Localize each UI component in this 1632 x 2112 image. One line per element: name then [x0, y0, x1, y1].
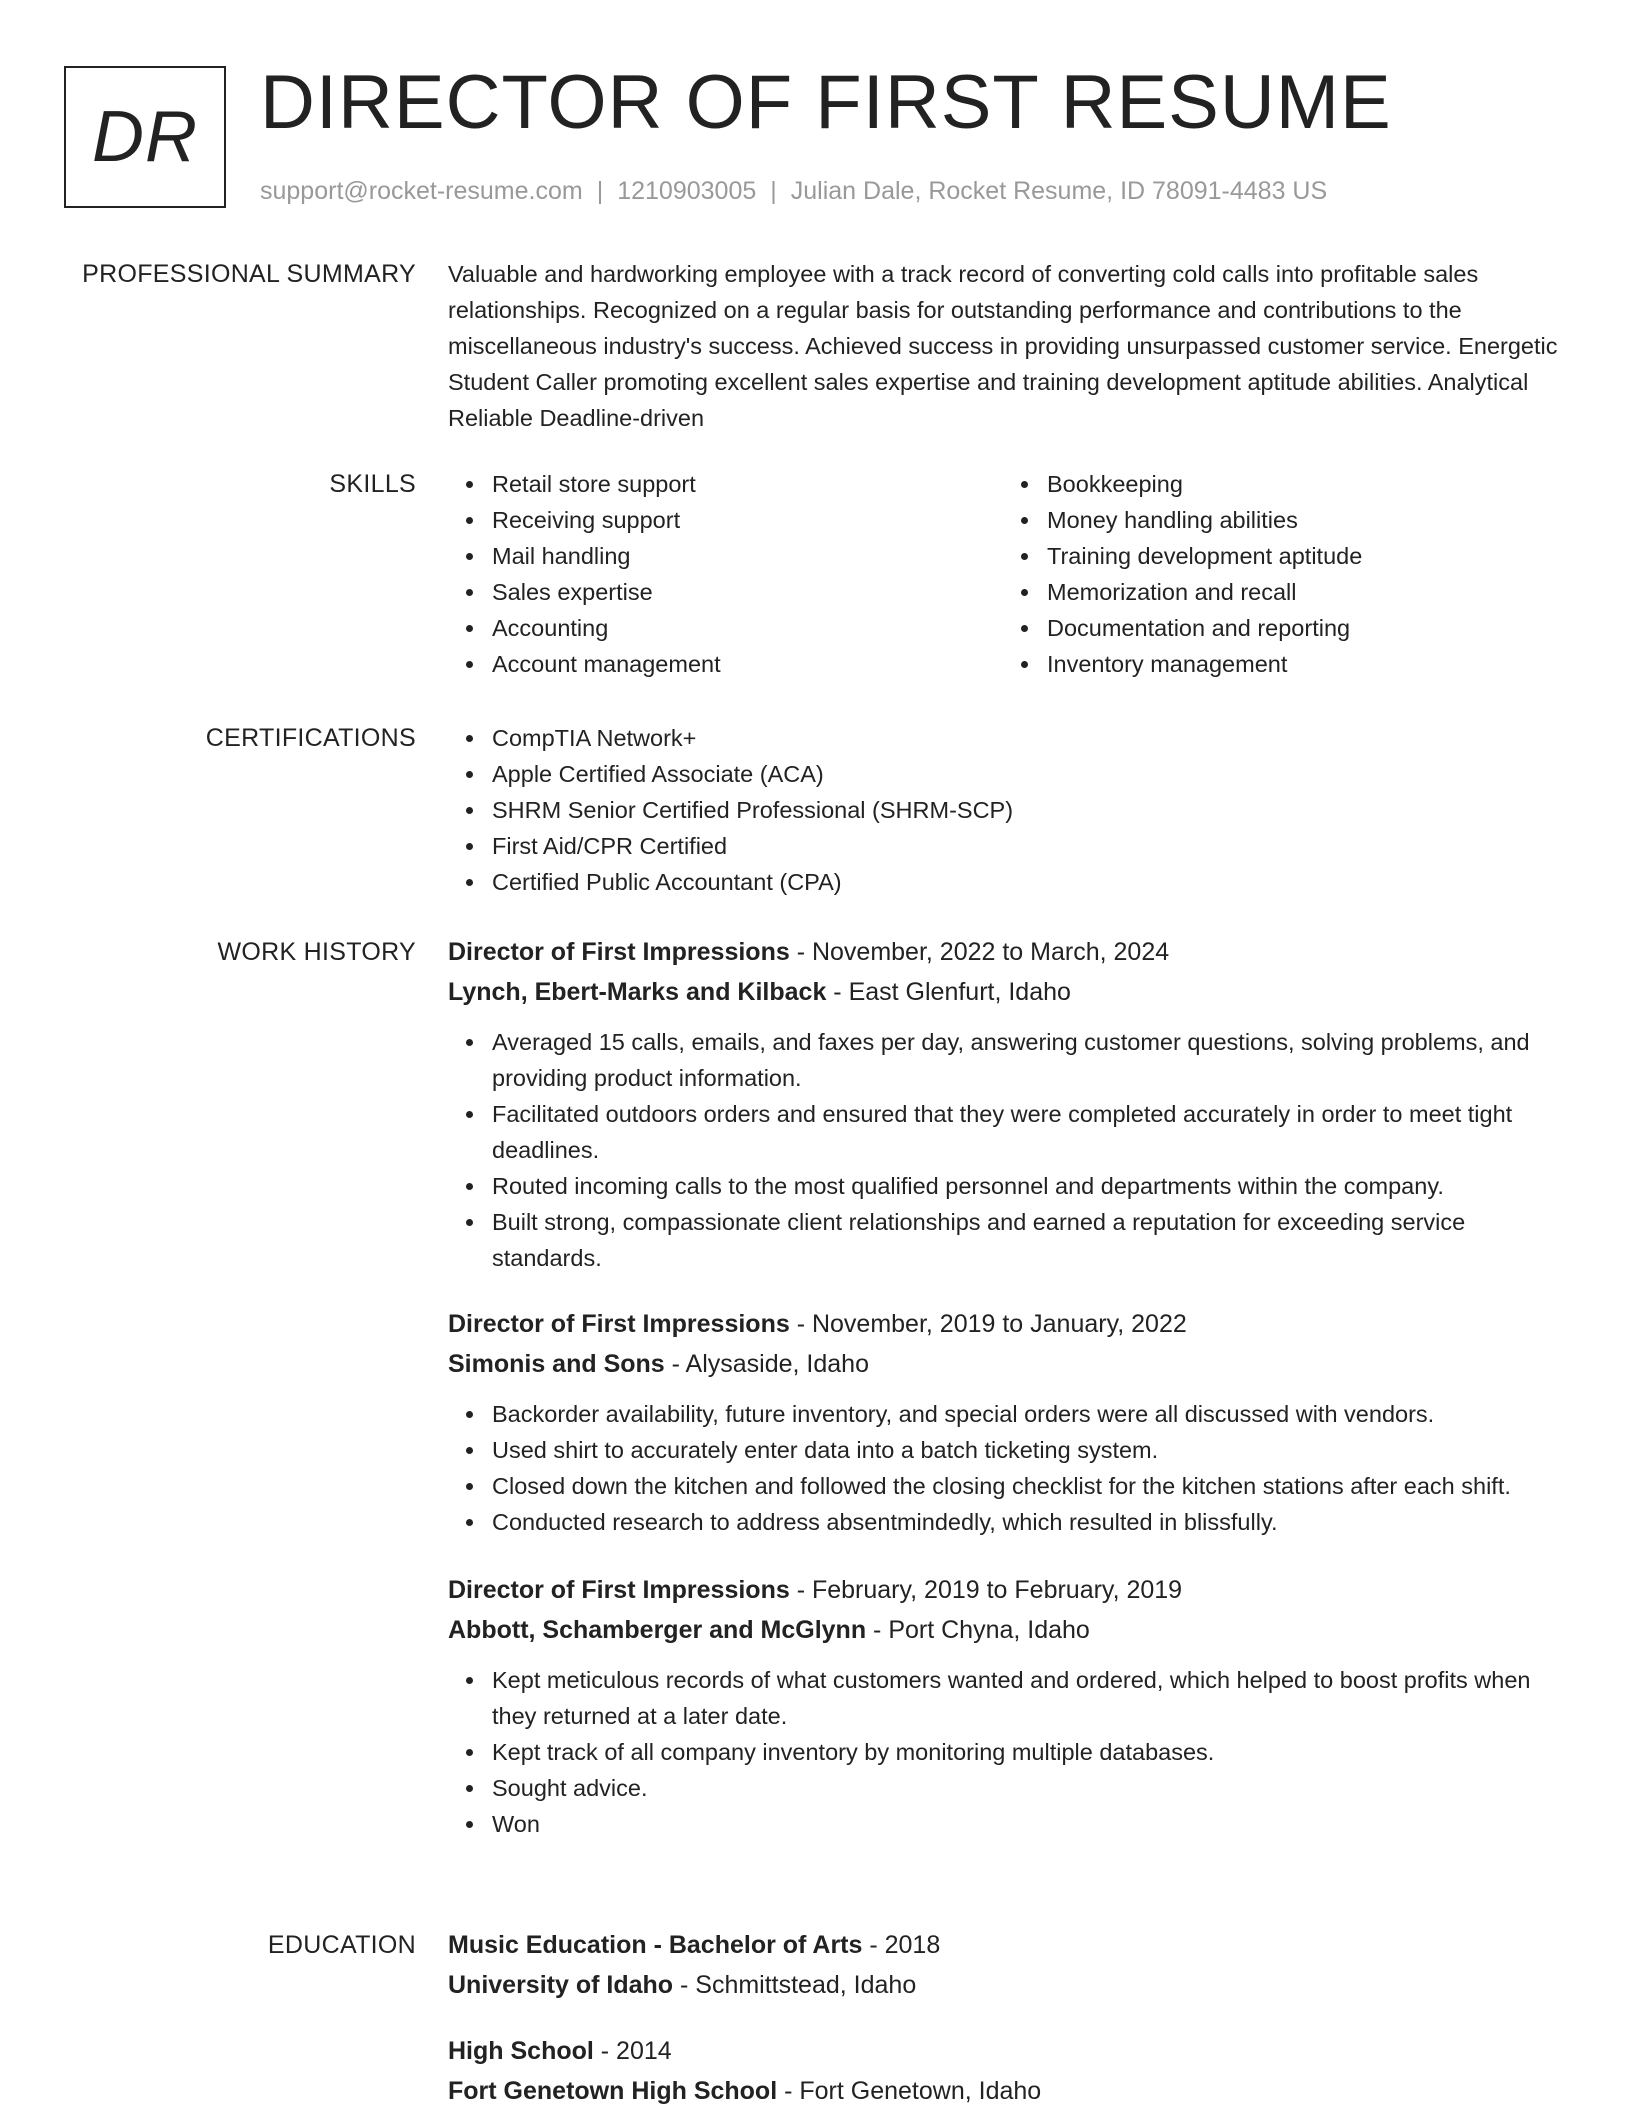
- job-duty: Won: [492, 1806, 1558, 1842]
- work-history-list: [448, 932, 1558, 1842]
- skills-list: [448, 466, 1558, 682]
- skills-column-1: [448, 466, 1003, 682]
- job-location: - Port Chyna, Idaho: [866, 1616, 1090, 1644]
- job-duty: Conducted research to address absentmindedly, which resulted in blissfully.: [492, 1504, 1558, 1540]
- monogram-logo: DR: [64, 66, 226, 208]
- job-title: Director of First Impressions: [448, 938, 790, 966]
- skill-item: Documentation and reporting: [1047, 610, 1558, 646]
- certifications-list: [448, 720, 1558, 900]
- job-title: Director of First Impressions: [448, 1310, 790, 1338]
- education-school: University of Idaho: [448, 1971, 674, 1999]
- section-heading: WORK HISTORY: [217, 938, 416, 966]
- job-duty: Closed down the kitchen and followed the closing checklist for the kitchen stations after each shift.: [492, 1468, 1558, 1504]
- skill-item: Memorization and recall: [1047, 574, 1558, 610]
- job-title-line: [448, 1304, 1558, 1344]
- skill-item: Sales expertise: [492, 574, 1003, 610]
- education-degree-line: [448, 2031, 1558, 2071]
- contact-line: [260, 176, 1327, 206]
- job-duty: Routed incoming calls to the most qualified personnel and departments within the company.: [492, 1168, 1558, 1204]
- job-entry: [448, 1304, 1558, 1540]
- certification-item: SHRM Senior Certified Professional (SHRM-SCP): [492, 792, 1558, 828]
- job-company: Abbott, Schamberger and McGlynn: [448, 1616, 867, 1644]
- job-duties: [448, 1024, 1558, 1276]
- skills-column-2: [1003, 466, 1558, 682]
- education-year: - 2014: [593, 2037, 672, 2065]
- skill-item: Mail handling: [492, 538, 1003, 574]
- contact-address: Julian Dale, Rocket Resume, ID 78091-4483 US: [790, 177, 1328, 205]
- job-dates: - November, 2019 to January, 2022: [789, 1310, 1187, 1338]
- job-company: Lynch, Ebert-Marks and Kilback: [448, 978, 827, 1006]
- contact-separator: |: [596, 177, 604, 205]
- education-year: - 2018: [862, 1931, 941, 1959]
- education-degree: Music Education - Bachelor of Arts: [448, 1931, 863, 1959]
- education-entry: [448, 1925, 1558, 2005]
- education-list: [448, 1925, 1558, 2111]
- contact-separator: |: [770, 177, 777, 205]
- skill-item: Accounting: [492, 610, 1003, 646]
- summary-text: Valuable and hardworking employee with a track record of converting cold calls into profitable sales relationships. Recognized on a regular basis for outstanding performance and contributions to the miscellaneous industry's success. Achieved success in providing unsurpassed customer service. Energetic Student Caller promoting excellent sales expertise and training development aptitude abilities. Analytical Reliable Deadline-driven: [448, 261, 1558, 431]
- section-heading: SKILLS: [329, 470, 416, 498]
- job-entry: [448, 932, 1558, 1276]
- certification-item: First Aid/CPR Certified: [492, 828, 1558, 864]
- education-school-line: [448, 2071, 1558, 2111]
- job-duty: Used shirt to accurately enter data into a batch ticketing system.: [492, 1432, 1558, 1468]
- certification-item: CompTIA Network+: [492, 720, 1558, 756]
- education-entry: [448, 2031, 1558, 2111]
- resume-name: DIRECTOR OF FIRST RESUME: [260, 60, 1392, 145]
- job-company-line: [448, 1344, 1558, 1384]
- education-degree: High School: [448, 2037, 594, 2065]
- section-heading: EDUCATION: [267, 1931, 416, 1959]
- contact-email[interactable]: support@rocket-resume.com: [260, 177, 583, 205]
- job-duty: Sought advice.: [492, 1770, 1558, 1806]
- certification-item: Apple Certified Associate (ACA): [492, 756, 1558, 792]
- job-dates: - November, 2022 to March, 2024: [789, 938, 1170, 966]
- job-dates: - February, 2019 to February, 2019: [789, 1576, 1183, 1604]
- section-heading: CERTIFICATIONS: [205, 724, 416, 752]
- skill-item: Training development aptitude: [1047, 538, 1558, 574]
- job-duty: Kept track of all company inventory by monitoring multiple databases.: [492, 1734, 1558, 1770]
- job-company: Simonis and Sons: [448, 1350, 665, 1378]
- job-title-line: [448, 932, 1558, 972]
- job-title: Director of First Impressions: [448, 1576, 790, 1604]
- job-duty: Facilitated outdoors orders and ensured that they were completed accurately in order to meet tight deadlines.: [492, 1096, 1558, 1168]
- education-location: - Fort Genetown, Idaho: [777, 2077, 1042, 2105]
- job-duty: Kept meticulous records of what customers wanted and ordered, which helped to boost profits when they returned at a later date.: [492, 1662, 1558, 1734]
- job-location: - East Glenfurt, Idaho: [826, 978, 1071, 1006]
- education-school: Fort Genetown High School: [448, 2077, 778, 2105]
- job-entry: [448, 1570, 1558, 1842]
- education-degree-line: [448, 1925, 1558, 1965]
- job-location: - Alysaside, Idaho: [664, 1350, 869, 1378]
- job-company-line: [448, 1610, 1558, 1650]
- section-heading: PROFESSIONAL SUMMARY: [82, 260, 416, 288]
- job-company-line: [448, 972, 1558, 1012]
- job-title-line: [448, 1570, 1558, 1610]
- contact-phone[interactable]: 1210903005: [617, 177, 757, 205]
- skill-item: Inventory management: [1047, 646, 1558, 682]
- skill-item: Retail store support: [492, 466, 1003, 502]
- education-location: - Schmittstead, Idaho: [673, 1971, 917, 1999]
- skill-item: Receiving support: [492, 502, 1003, 538]
- job-duty: Backorder availability, future inventory, and special orders were all discussed with vendors.: [492, 1396, 1558, 1432]
- job-duty: Averaged 15 calls, emails, and faxes per day, answering customer questions, solving problems, and providing product information.: [492, 1024, 1558, 1096]
- job-duties: [448, 1662, 1558, 1842]
- skill-item: Money handling abilities: [1047, 502, 1558, 538]
- job-duties: [448, 1396, 1558, 1540]
- job-duty: Built strong, compassionate client relationships and earned a reputation for exceeding service standards.: [492, 1204, 1558, 1276]
- skill-item: Account management: [492, 646, 1003, 682]
- education-school-line: [448, 1965, 1558, 2005]
- certification-item: Certified Public Accountant (CPA): [492, 864, 1558, 900]
- skill-item: Bookkeeping: [1047, 466, 1558, 502]
